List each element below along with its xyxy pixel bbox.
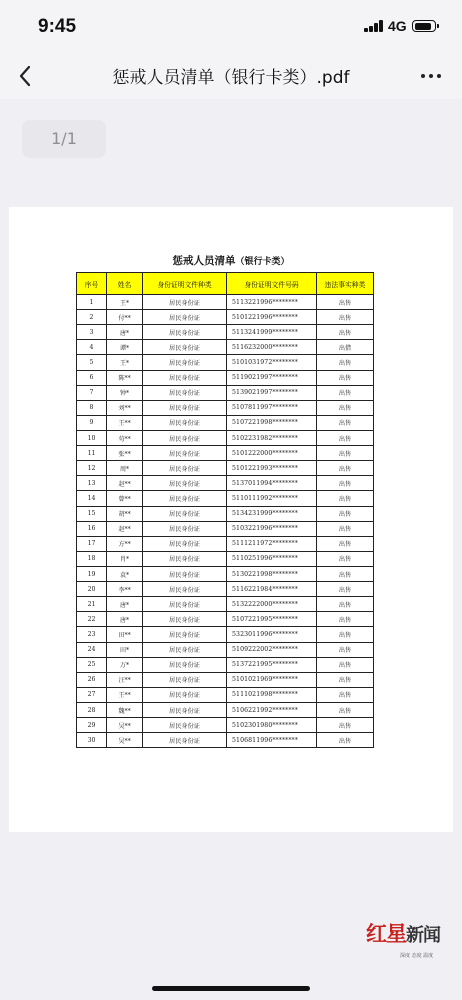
row-id-type: 居民身份证 [143, 642, 227, 657]
row-violation: 出售 [317, 325, 374, 340]
row-id-type: 居民身份证 [143, 506, 227, 521]
row-id-type: 居民身份证 [143, 476, 227, 491]
row-index: 23 [77, 627, 107, 642]
row-index: 2 [77, 310, 107, 325]
table-row [77, 430, 374, 445]
watermark-tagline: 深度 态度 温度 [400, 953, 434, 959]
row-id-type: 居民身份证 [143, 687, 227, 702]
row-index: 10 [77, 430, 107, 445]
table-header-row [77, 273, 374, 295]
table-row [77, 400, 374, 415]
row-index: 18 [77, 551, 107, 566]
row-id-number: 5111211972******** [227, 536, 317, 551]
document-title-main: 惩戒人员清单 [172, 255, 236, 267]
row-id-type: 居民身份证 [143, 430, 227, 445]
row-id-type: 居民身份证 [143, 672, 227, 687]
row-name: 张** [107, 446, 143, 461]
row-index: 29 [77, 718, 107, 733]
row-index: 27 [77, 687, 107, 702]
row-id-number: 5101031972******** [227, 355, 317, 370]
row-violation: 出售 [317, 627, 374, 642]
row-id-number: 5111021998******** [227, 687, 317, 702]
row-id-number: 5116232000******** [227, 340, 317, 355]
table-row [77, 718, 374, 733]
table-row [77, 551, 374, 566]
penalty-table [76, 272, 374, 748]
file-title: 惩戒人员清单（银行卡类）.pdf [112, 68, 350, 88]
row-id-number: 5103221996******** [227, 521, 317, 536]
row-violation: 出售 [317, 446, 374, 461]
row-violation: 出借 [317, 340, 374, 355]
row-index: 12 [77, 461, 107, 476]
row-id-number: 5101021969******** [227, 672, 317, 687]
row-name: 唐* [107, 612, 143, 627]
row-name: 曾** [107, 491, 143, 506]
table-row [77, 340, 374, 355]
row-violation: 出售 [317, 355, 374, 370]
row-id-type: 居民身份证 [143, 657, 227, 672]
row-violation: 出售 [317, 310, 374, 325]
row-violation: 出售 [317, 476, 374, 491]
row-index: 22 [77, 612, 107, 627]
row-name: 付** [107, 310, 143, 325]
table-row [77, 642, 374, 657]
status-bar [0, 0, 462, 55]
row-name: 汪** [107, 672, 143, 687]
row-name: 王** [107, 415, 143, 430]
document-title-sub: （银行卡类） [235, 257, 290, 267]
row-id-type: 居民身份证 [143, 355, 227, 370]
row-index: 28 [77, 702, 107, 717]
table-row [77, 597, 374, 612]
row-name: 王** [107, 687, 143, 702]
table-row [77, 385, 374, 400]
row-id-type: 居民身份证 [143, 702, 227, 717]
table-row [77, 657, 374, 672]
row-id-number: 5139021997******** [227, 385, 317, 400]
row-id-type: 居民身份证 [143, 491, 227, 506]
page-indicator: 1/1 [22, 120, 106, 158]
chevron-left-icon [14, 61, 38, 91]
row-id-number: 5101221993******** [227, 461, 317, 476]
row-name: 王* [107, 295, 143, 310]
row-violation: 出售 [317, 597, 374, 612]
table-row [77, 325, 374, 340]
row-index: 21 [77, 597, 107, 612]
more-dots-icon [421, 74, 425, 78]
watermark-brand-a: 红星 [366, 921, 406, 946]
row-id-number: 5113241999******** [227, 325, 317, 340]
row-violation: 出售 [317, 461, 374, 476]
row-id-type: 居民身份证 [143, 370, 227, 385]
table-row [77, 672, 374, 687]
table-row [77, 370, 374, 385]
row-violation: 出售 [317, 400, 374, 415]
row-name: 胡** [107, 506, 143, 521]
row-violation: 出售 [317, 536, 374, 551]
row-violation: 出售 [317, 582, 374, 597]
row-id-number: 5110251996******** [227, 551, 317, 566]
row-id-number: 5323011996******** [227, 627, 317, 642]
row-name: 唐* [107, 325, 143, 340]
row-id-number: 5107221995******** [227, 612, 317, 627]
table-row [77, 702, 374, 717]
row-name: 李** [107, 582, 143, 597]
row-name: 吴** [107, 733, 143, 748]
row-name: 方** [107, 536, 143, 551]
row-id-number: 5137221995******** [227, 657, 317, 672]
row-id-type: 居民身份证 [143, 566, 227, 581]
row-id-type: 居民身份证 [143, 325, 227, 340]
table-row [77, 415, 374, 430]
row-id-type: 居民身份证 [143, 415, 227, 430]
row-index: 14 [77, 491, 107, 506]
row-name: 刘** [107, 400, 143, 415]
navigation-bar [0, 55, 462, 99]
header-cell: 序号 [77, 273, 107, 295]
table-row [77, 506, 374, 521]
header-cell: 身份证明文件号码 [227, 273, 317, 295]
table-row [77, 446, 374, 461]
row-violation: 出售 [317, 687, 374, 702]
row-id-type: 居民身份证 [143, 295, 227, 310]
row-id-number: 5132222000******** [227, 597, 317, 612]
row-index: 7 [77, 385, 107, 400]
row-id-type: 居民身份证 [143, 718, 227, 733]
row-id-type: 居民身份证 [143, 612, 227, 627]
table-row [77, 295, 374, 310]
row-id-number: 5107221998******** [227, 415, 317, 430]
row-name: 肖* [107, 551, 143, 566]
row-violation: 出售 [317, 733, 374, 748]
row-id-number: 5101221996******** [227, 310, 317, 325]
home-indicator [152, 986, 310, 991]
row-violation: 出售 [317, 566, 374, 581]
row-name: 谭* [107, 340, 143, 355]
row-violation: 出售 [317, 551, 374, 566]
table-body [77, 295, 374, 748]
row-id-type: 居民身份证 [143, 385, 227, 400]
row-id-number: 5109222002******** [227, 642, 317, 657]
row-id-number: 5134231999******** [227, 506, 317, 521]
row-id-number: 5113221996******** [227, 295, 317, 310]
row-id-number: 5102301980******** [227, 718, 317, 733]
row-violation: 出售 [317, 370, 374, 385]
network-type: 4G [388, 18, 407, 34]
row-id-type: 居民身份证 [143, 597, 227, 612]
row-violation: 出售 [317, 672, 374, 687]
row-index: 13 [77, 476, 107, 491]
row-index: 4 [77, 340, 107, 355]
watermark-brand-b: 新闻 [406, 925, 440, 946]
row-id-number: 5119021997******** [227, 370, 317, 385]
row-index: 20 [77, 582, 107, 597]
table-row [77, 461, 374, 476]
row-id-type: 居民身份证 [143, 340, 227, 355]
table-row [77, 476, 374, 491]
row-name: 周* [107, 461, 143, 476]
row-violation: 出售 [317, 506, 374, 521]
row-violation: 出售 [317, 385, 374, 400]
row-id-number: 5106811996******** [227, 733, 317, 748]
row-id-type: 居民身份证 [143, 461, 227, 476]
table-row [77, 733, 374, 748]
row-violation: 出售 [317, 415, 374, 430]
row-name: 赵** [107, 521, 143, 536]
row-index: 1 [77, 295, 107, 310]
row-violation: 出售 [317, 295, 374, 310]
table-row [77, 355, 374, 370]
row-id-type: 居民身份证 [143, 627, 227, 642]
row-name: 田** [107, 627, 143, 642]
back-button[interactable] [14, 61, 38, 91]
row-index: 5 [77, 355, 107, 370]
table-row [77, 627, 374, 642]
table-row [77, 582, 374, 597]
row-name: 钟* [107, 385, 143, 400]
battery-icon [412, 20, 436, 32]
row-index: 15 [77, 506, 107, 521]
row-id-type: 居民身份证 [143, 582, 227, 597]
row-index: 17 [77, 536, 107, 551]
row-id-number: 5137011994******** [227, 476, 317, 491]
row-index: 30 [77, 733, 107, 748]
document-title [9, 253, 453, 268]
table-row [77, 310, 374, 325]
row-violation: 出售 [317, 657, 374, 672]
row-violation: 出售 [317, 491, 374, 506]
row-id-type: 居民身份证 [143, 536, 227, 551]
header-cell: 违法事实种类 [317, 273, 374, 295]
header-cell: 姓名 [107, 273, 143, 295]
row-index: 11 [77, 446, 107, 461]
row-index: 8 [77, 400, 107, 415]
row-index: 26 [77, 672, 107, 687]
table-row [77, 491, 374, 506]
table-row [77, 566, 374, 581]
row-name: 万* [107, 657, 143, 672]
row-id-number: 5107811997******** [227, 400, 317, 415]
row-index: 16 [77, 521, 107, 536]
row-index: 9 [77, 415, 107, 430]
status-time: 9:45 [38, 16, 77, 37]
row-id-number: 5130221998******** [227, 566, 317, 581]
row-id-number: 5102231982******** [227, 430, 317, 445]
row-violation: 出售 [317, 612, 374, 627]
row-id-type: 居民身份证 [143, 521, 227, 536]
watermark-logo [366, 918, 440, 948]
row-id-type: 居民身份证 [143, 446, 227, 461]
row-id-number: 5116221984******** [227, 582, 317, 597]
row-violation: 出售 [317, 642, 374, 657]
row-id-type: 居民身份证 [143, 310, 227, 325]
row-name: 陈** [107, 370, 143, 385]
row-id-type: 居民身份证 [143, 733, 227, 748]
row-id-number: 5101222000******** [227, 446, 317, 461]
row-violation: 出售 [317, 718, 374, 733]
more-button[interactable] [418, 65, 444, 87]
row-violation: 出售 [317, 702, 374, 717]
pdf-page [9, 207, 453, 832]
row-name: 唐* [107, 597, 143, 612]
row-name: 赵** [107, 476, 143, 491]
row-id-type: 居民身份证 [143, 400, 227, 415]
row-name: 田* [107, 642, 143, 657]
row-index: 25 [77, 657, 107, 672]
table-row [77, 521, 374, 536]
table-row [77, 536, 374, 551]
row-name: 吴** [107, 718, 143, 733]
row-name: 袁* [107, 566, 143, 581]
row-name: 魏** [107, 702, 143, 717]
table-row [77, 687, 374, 702]
row-name: 王* [107, 355, 143, 370]
row-violation: 出售 [317, 521, 374, 536]
row-index: 3 [77, 325, 107, 340]
row-index: 19 [77, 566, 107, 581]
row-id-type: 居民身份证 [143, 551, 227, 566]
header-cell: 身份证明文件种类 [143, 273, 227, 295]
row-name: 苟** [107, 430, 143, 445]
row-violation: 出售 [317, 430, 374, 445]
row-index: 24 [77, 642, 107, 657]
table-row [77, 612, 374, 627]
row-index: 6 [77, 370, 107, 385]
row-id-number: 5110111992******** [227, 491, 317, 506]
row-id-number: 5106221992******** [227, 702, 317, 717]
